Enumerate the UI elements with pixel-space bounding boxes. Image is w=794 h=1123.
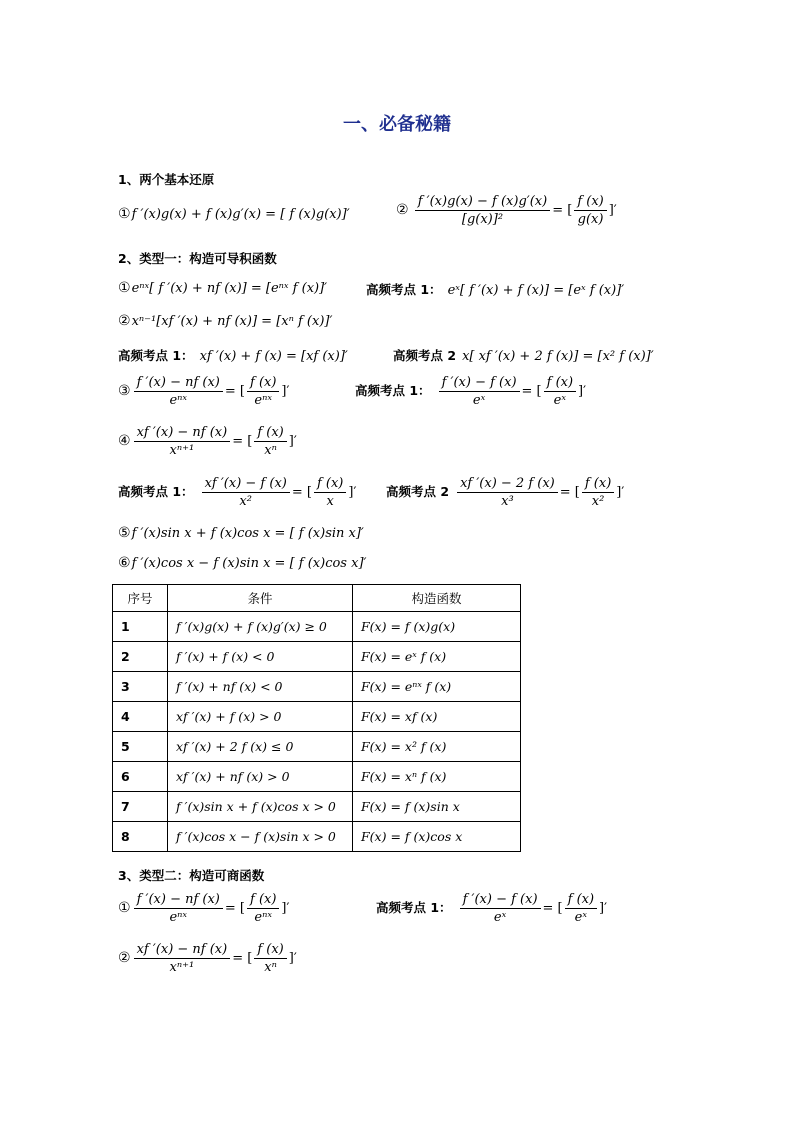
page-title: 一、必备秘籍 [343,114,451,135]
table-row: 7 f ′(x)sin x + f (x)cos x > 0 F(x) = f (x)sin x [113,792,521,822]
fraction: $\frac{f '(x)g(x) - f (x)g'(x)}{\text{[g(x)]²}}$ [415,194,551,227]
table-row: 1 f ′(x)g(x) + f (x)g′(x) ≥ 0 F(x) = f (x)g(x) [113,612,521,642]
formula-2-1b: 高频考点 1： eˣ[ f ′(x) + f (x)] = [eˣ f (x)]′ [366,282,625,298]
high-freq-label: 高频考点 2 [393,348,457,363]
fraction: $\frac{f (x)}{\text{xⁿ}}$ [254,425,286,458]
table-row: 3 f ′(x) + nf (x) < 0 F(x) = eⁿˣ f (x) [113,672,521,702]
table-row: 5 xf ′(x) + 2 f (x) ≤ 0 F(x) = x² f (x) [113,732,521,762]
fraction: $\frac{xf '(x) - nf (x)}{\text{xⁿ⁺¹}}$ [134,425,231,458]
formula-2-1: ①eⁿˣ[ f ′(x) + nf (x)] = [eⁿˣ f (x)]′ [118,280,328,296]
formula-marker: ② [396,202,409,218]
fraction: $\frac{f '(x) - f (x)}{\text{eˣ}}$ [460,892,541,925]
fraction: $\frac{f (x)}{g(x)}$ [574,194,606,227]
formula-2-6b: 高频考点 2 $\frac{xf '(x) - 2 f (x)}{\text{x³}}$ = [ $\frac{f (x)}{\text{x²}}$ ]′ [386,476,625,509]
table-row: 2 f ′(x) + f (x) < 0 F(x) = eˣ f (x) [113,642,521,672]
fraction: $\frac{f (x)}{\text{eⁿˣ}}$ [247,892,279,925]
table-row: 8 f ′(x)cos x − f (x)sin x > 0 F(x) = f (x)cos x [113,822,521,852]
table-row: 4 xf ′(x) + f (x) > 0 F(x) = xf (x) [113,702,521,732]
section-3-heading: 3、类型二：构造可商函数 [118,868,265,883]
formula-3-1: ① $\frac{f '(x) - nf (x)}{\text{eⁿˣ}}$ = [ $\frac{f (x)}{\text{eⁿˣ}}$ ]′ [118,892,290,925]
formula-marker: ① [118,206,131,222]
formula-3-1b: 高频考点 1： $\frac{f '(x) - f (x)}{\text{eˣ}}$ = [ $\frac{f (x)}{\text{eˣ}}$ ]′ [376,892,608,925]
table-header-row [113,585,521,612]
formula-2-6: 高频考点 1： $\frac{xf '(x) - f (x)}{\text{x²}}$ = [ $\frac{f (x)}{x}$ ]′ [118,476,357,509]
high-freq-label: 高频考点 2 [386,484,450,499]
formula-1-2: ② $\frac{f '(x)g(x) - f (x)g'(x)}{\text{[g(x)]²}}$ = [ $\frac{f (x)}{g(x)}$ ]′ [396,194,617,227]
header-index: 序号 [113,585,168,612]
formula-1-1 [118,206,350,222]
formula-2-8: ⑥f ′(x)cos x − f (x)sin x = [ f (x)cos x]′ [118,555,367,571]
fraction: $\frac{f (x)}{\text{eˣ}}$ [544,375,576,408]
fraction: $\frac{f (x)}{\text{eⁿˣ}}$ [247,375,279,408]
fraction: $\frac{f (x)}{\text{x²}}$ [582,476,614,509]
section-2-heading: 2、类型一：构造可导积函数 [118,251,277,266]
formula-2-3: 高频考点 1： xf ′(x) + f (x) = [xf (x)]′ [118,348,348,364]
formula-2-7: ⑤f ′(x)sin x + f (x)cos x = [ f (x)sin x]′ [118,525,364,541]
table-row: 6 xf ′(x) + nf (x) > 0 F(x) = xⁿ f (x) [113,762,521,792]
fraction: $\frac{xf '(x) - 2 f (x)}{\text{x³}}$ [457,476,558,509]
high-freq-label: 高频考点 1： [366,282,442,297]
header-function: 构造函数 [353,585,521,612]
fraction: $\frac{f '(x) - f (x)}{\text{eˣ}}$ [439,375,520,408]
fraction: $\frac{f (x)}{\text{xⁿ}}$ [254,942,286,975]
high-freq-label: 高频考点 1： [355,383,431,398]
high-freq-label: 高频考点 1： [118,348,194,363]
formula-2-4b: 高频考点 1： $\frac{f '(x) - f (x)}{\text{eˣ}}$ = [ $\frac{f (x)}{\text{eˣ}}$ ]′ [355,375,587,408]
fraction: $\frac{f '(x) - nf (x)}{\text{eⁿˣ}}$ [134,375,223,408]
high-freq-label: 高频考点 1： [376,900,452,915]
fraction: $\frac{xf '(x) - f (x)}{\text{x²}}$ [202,476,290,509]
formula-3-2: ② $\frac{xf '(x) - nf (x)}{\text{xⁿ⁺¹}}$ = [ $\frac{f (x)}{\text{xⁿ}}$ ]′ [118,942,297,975]
formula-text: f ′(x)g(x) + f (x)g′(x) = [ f (x)g(x)]′ [131,207,350,222]
fraction: $\frac{xf '(x) - nf (x)}{\text{xⁿ⁺¹}}$ [134,942,231,975]
fraction: $\frac{f (x)}{\text{eˣ}}$ [565,892,597,925]
construction-table [112,584,521,852]
fraction: $\frac{f '(x) - nf (x)}{\text{eⁿˣ}}$ [134,892,223,925]
formula-2-2: ②xⁿ⁻¹[xf ′(x) + nf (x)] = [xⁿ f (x)]′ [118,313,333,329]
formula-2-4: ③ $\frac{f '(x) - nf (x)}{\text{eⁿˣ}}$ = [ $\frac{f (x)}{\text{eⁿˣ}}$ ]′ [118,375,290,408]
formula-2-5: ④ $\frac{xf '(x) - nf (x)}{\text{xⁿ⁺¹}}$ = [ $\frac{f (x)}{\text{xⁿ}}$ ]′ [118,425,297,458]
fraction: $\frac{f (x)}{x}$ [314,476,346,509]
high-freq-label: 高频考点 1： [118,484,194,499]
section-1-heading: 1、两个基本还原 [118,172,215,187]
formula-2-3b: 高频考点 2 x[ xf ′(x) + 2 f (x)] = [x² f (x)]′ [393,348,654,364]
header-condition: 条件 [168,585,353,612]
